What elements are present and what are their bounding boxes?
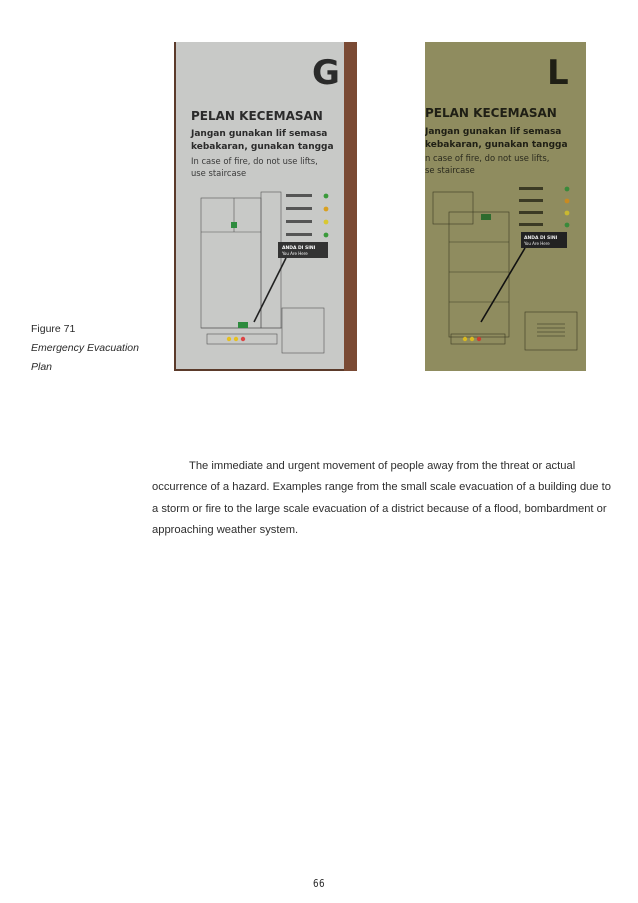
body-paragraph: The immediate and urgent movement of people away from the threat or actual occurrence of a hazard. Examples range from the small scale evacuation of a building due to a storm or fire to the large scale evacuation of a district because of a flood, bombardment or approaching weather system. (152, 460, 611, 536)
sign-line-4: use staircase (191, 168, 247, 178)
level-letter: G (312, 53, 340, 93)
evacuation-sign-photo-g (174, 42, 357, 371)
sign-l-drawing (425, 42, 586, 371)
marker-green (481, 214, 491, 220)
figure-title: Emergency Evacuation Plan (31, 342, 139, 373)
marker-green (231, 222, 237, 228)
legend-dots-bottom (463, 337, 481, 341)
you-are-here-label-en: You Are Here (282, 251, 308, 256)
sign-heading: PELAN KECEMASAN (425, 106, 557, 120)
sign-g-drawing (174, 42, 357, 371)
figure-caption (31, 320, 151, 377)
sign-line-3: n case of fire, do not use lifts, (425, 153, 550, 163)
page-number: 66 (313, 877, 325, 890)
sign-line-3: In case of fire, do not use lifts, (191, 156, 318, 166)
you-are-here-label: ANDA DI SINI (282, 246, 316, 251)
sign-line-2: kebakaran, gunakan tangga (191, 142, 334, 152)
brick-wall-edge (344, 42, 357, 371)
sign-heading: PELAN KECEMASAN (191, 109, 323, 123)
sign-line-1: Jangan gunakan lif semasa (425, 127, 562, 137)
sign-line-2: kebakaran, gunakan tangga (425, 140, 568, 150)
legend-dots-bottom (227, 337, 245, 341)
sign-line-4: se staircase (425, 165, 475, 175)
you-are-here-label: ANDA DI SINI (524, 236, 558, 241)
you-are-here-label-en: You Are Here (524, 241, 550, 246)
level-letter: L (547, 53, 569, 93)
evacuation-sign-photo-l (425, 42, 586, 371)
marker-green-2 (238, 322, 248, 328)
figure-number: Figure 71 (31, 323, 76, 335)
sign-line-1: Jangan gunakan lif semasa (191, 129, 328, 139)
